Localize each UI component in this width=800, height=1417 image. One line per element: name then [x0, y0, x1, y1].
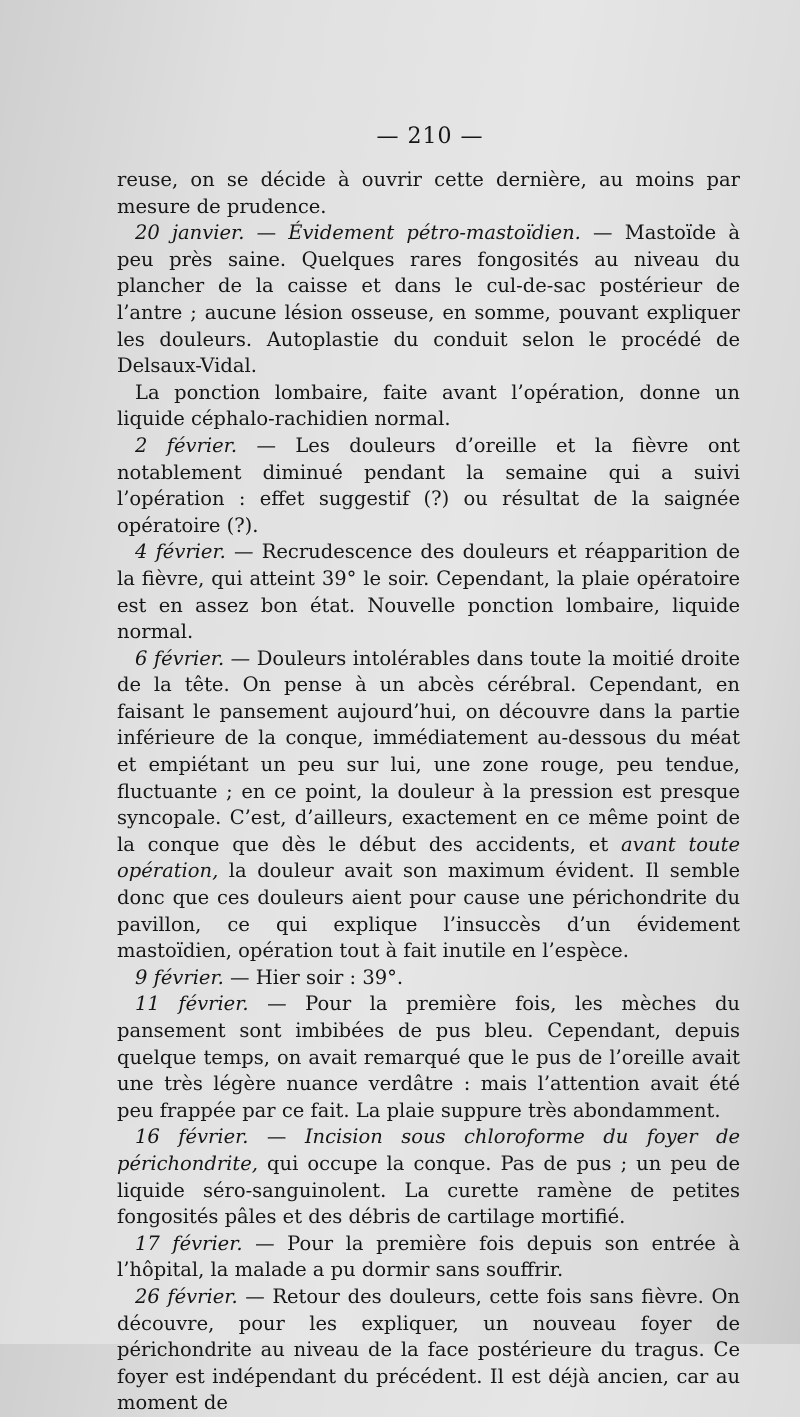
paragraph-feb16 — [117, 1124, 740, 1230]
entry-text: — Retour des douleurs, cette fois sans fièvre. On découvre, pour les expliquer, un nouveau foyer de périchondrite au niveau de la face postérieure du tragus. Ce foyer est indépendant du précédent. Il est déjà ancien, car au moment de — [117, 1284, 740, 1415]
entry-date: 9 février. — [135, 965, 224, 989]
entry-text-continued: la douleur avait son maximum évident. Il semble donc que ces douleurs aient pour cause une périchondrite du pavillon, ce qui explique l’insuccès d’un évidement mastoïdien, opération tout à fait inutile en l’espèce. — [117, 859, 740, 963]
entry-text: — Recrudescence des douleurs et réapparition de la fièvre, qui atteint 39° le soir. Cependant, la plaie opératoire est en assez bon état. Nouvelle ponction lombaire, liquide normal. — [117, 540, 740, 644]
entry-text: qui occupe la conque. Pas de pus ; un peu de liquide séro-sanguinolent. La curette ramène de petites fongosités pâles et des débris de cartilage mortifié. — [117, 1151, 740, 1229]
entry-dash: — — [248, 1125, 305, 1149]
paragraph-intro: reuse, on se décide à ouvrir cette dernière, au moins par mesure de prudence. — [117, 168, 740, 218]
entry-text: — Pour la première fois, les mèches du pansement sont imbibées de pus bleu. Cependant, depuis quelque temps, on avait remarqué que le pus de l’oreille avait une très légère nuance verdâtre : mais l’attention avait été peu frappée par ce fait. La plaie suppure très abondamment. — [117, 992, 740, 1122]
paragraph-ponction: La ponction lombaire, faite avant l’opération, donne un liquide céphalo-rachidien normal. — [117, 380, 740, 431]
entry-date: 20 janvier. — [135, 221, 245, 245]
paragraph-feb2 — [117, 433, 740, 539]
page-number: — 210 — — [376, 124, 484, 149]
entry-dash: — — [244, 221, 289, 245]
paragraph-feb17 — [117, 1231, 740, 1284]
paragraph-feb4 — [117, 539, 740, 645]
entry-emphasis: avant toute opération, — [117, 832, 740, 883]
entry-procedure: Évidement pétro-mastoïdien. — [288, 221, 581, 245]
entry-date: 16 février. — [135, 1125, 249, 1149]
paragraph-jan20 — [117, 220, 740, 380]
entry-text: — Pour la première fois depuis son entrée à l’hôpital, la malade a pu dormir sans souffrir. — [117, 1231, 740, 1282]
paragraph-feb9 — [117, 965, 740, 992]
paragraph-feb26 — [117, 1284, 740, 1417]
entry-text: — Les douleurs d’oreille et la fièvre ont notablement diminué pendant la semaine qui a suivi l’opération : effet suggestif (?) ou résultat de la saignée opératoire (?). — [117, 433, 740, 537]
entry-text: — Mastoïde à peu près saine. Quelques rares fongosités au niveau du plancher de la caisse et dans le cul-de-sac postérieur de l’antre ; aucune lésion osseuse, en somme, pouvant expliquer les douleurs. Autoplastie du conduit selon le procédé de Delsaux-Vidal. — [117, 221, 740, 378]
entry-date: 11 février. — [135, 992, 249, 1016]
entry-date: 6 février. — [135, 646, 225, 670]
entry-text: — Douleurs intolérables dans toute la moitié droite de la tête. On pense à un abcès cérébral. Cependant, en faisant le pansement aujourd’hui, on découvre dans la partie inférieure de la conque, immédiatement au-dessous du méat et empiétant un peu sur lui, une zone rouge, peu tendue, fluctuante ; en ce point, la douleur à la pression est presque syncopale. C’est, d’ailleurs, exactement en ce même point de la conque que dès le début des accidents, et — [117, 646, 740, 856]
body-text — [117, 167, 740, 1417]
entry-date: 2 février. — [135, 433, 238, 457]
paragraph-feb6 — [117, 646, 740, 965]
entry-procedure: Incision sous chloroforme du foyer de périchondrite, — [117, 1125, 740, 1175]
entry-date: 4 février. — [135, 540, 226, 564]
entry-date: 26 février. — [135, 1284, 238, 1308]
paragraph-feb11 — [117, 991, 740, 1124]
entry-text: — Hier soir : 39°. — [223, 965, 404, 989]
entry-date: 17 février. — [135, 1231, 243, 1255]
